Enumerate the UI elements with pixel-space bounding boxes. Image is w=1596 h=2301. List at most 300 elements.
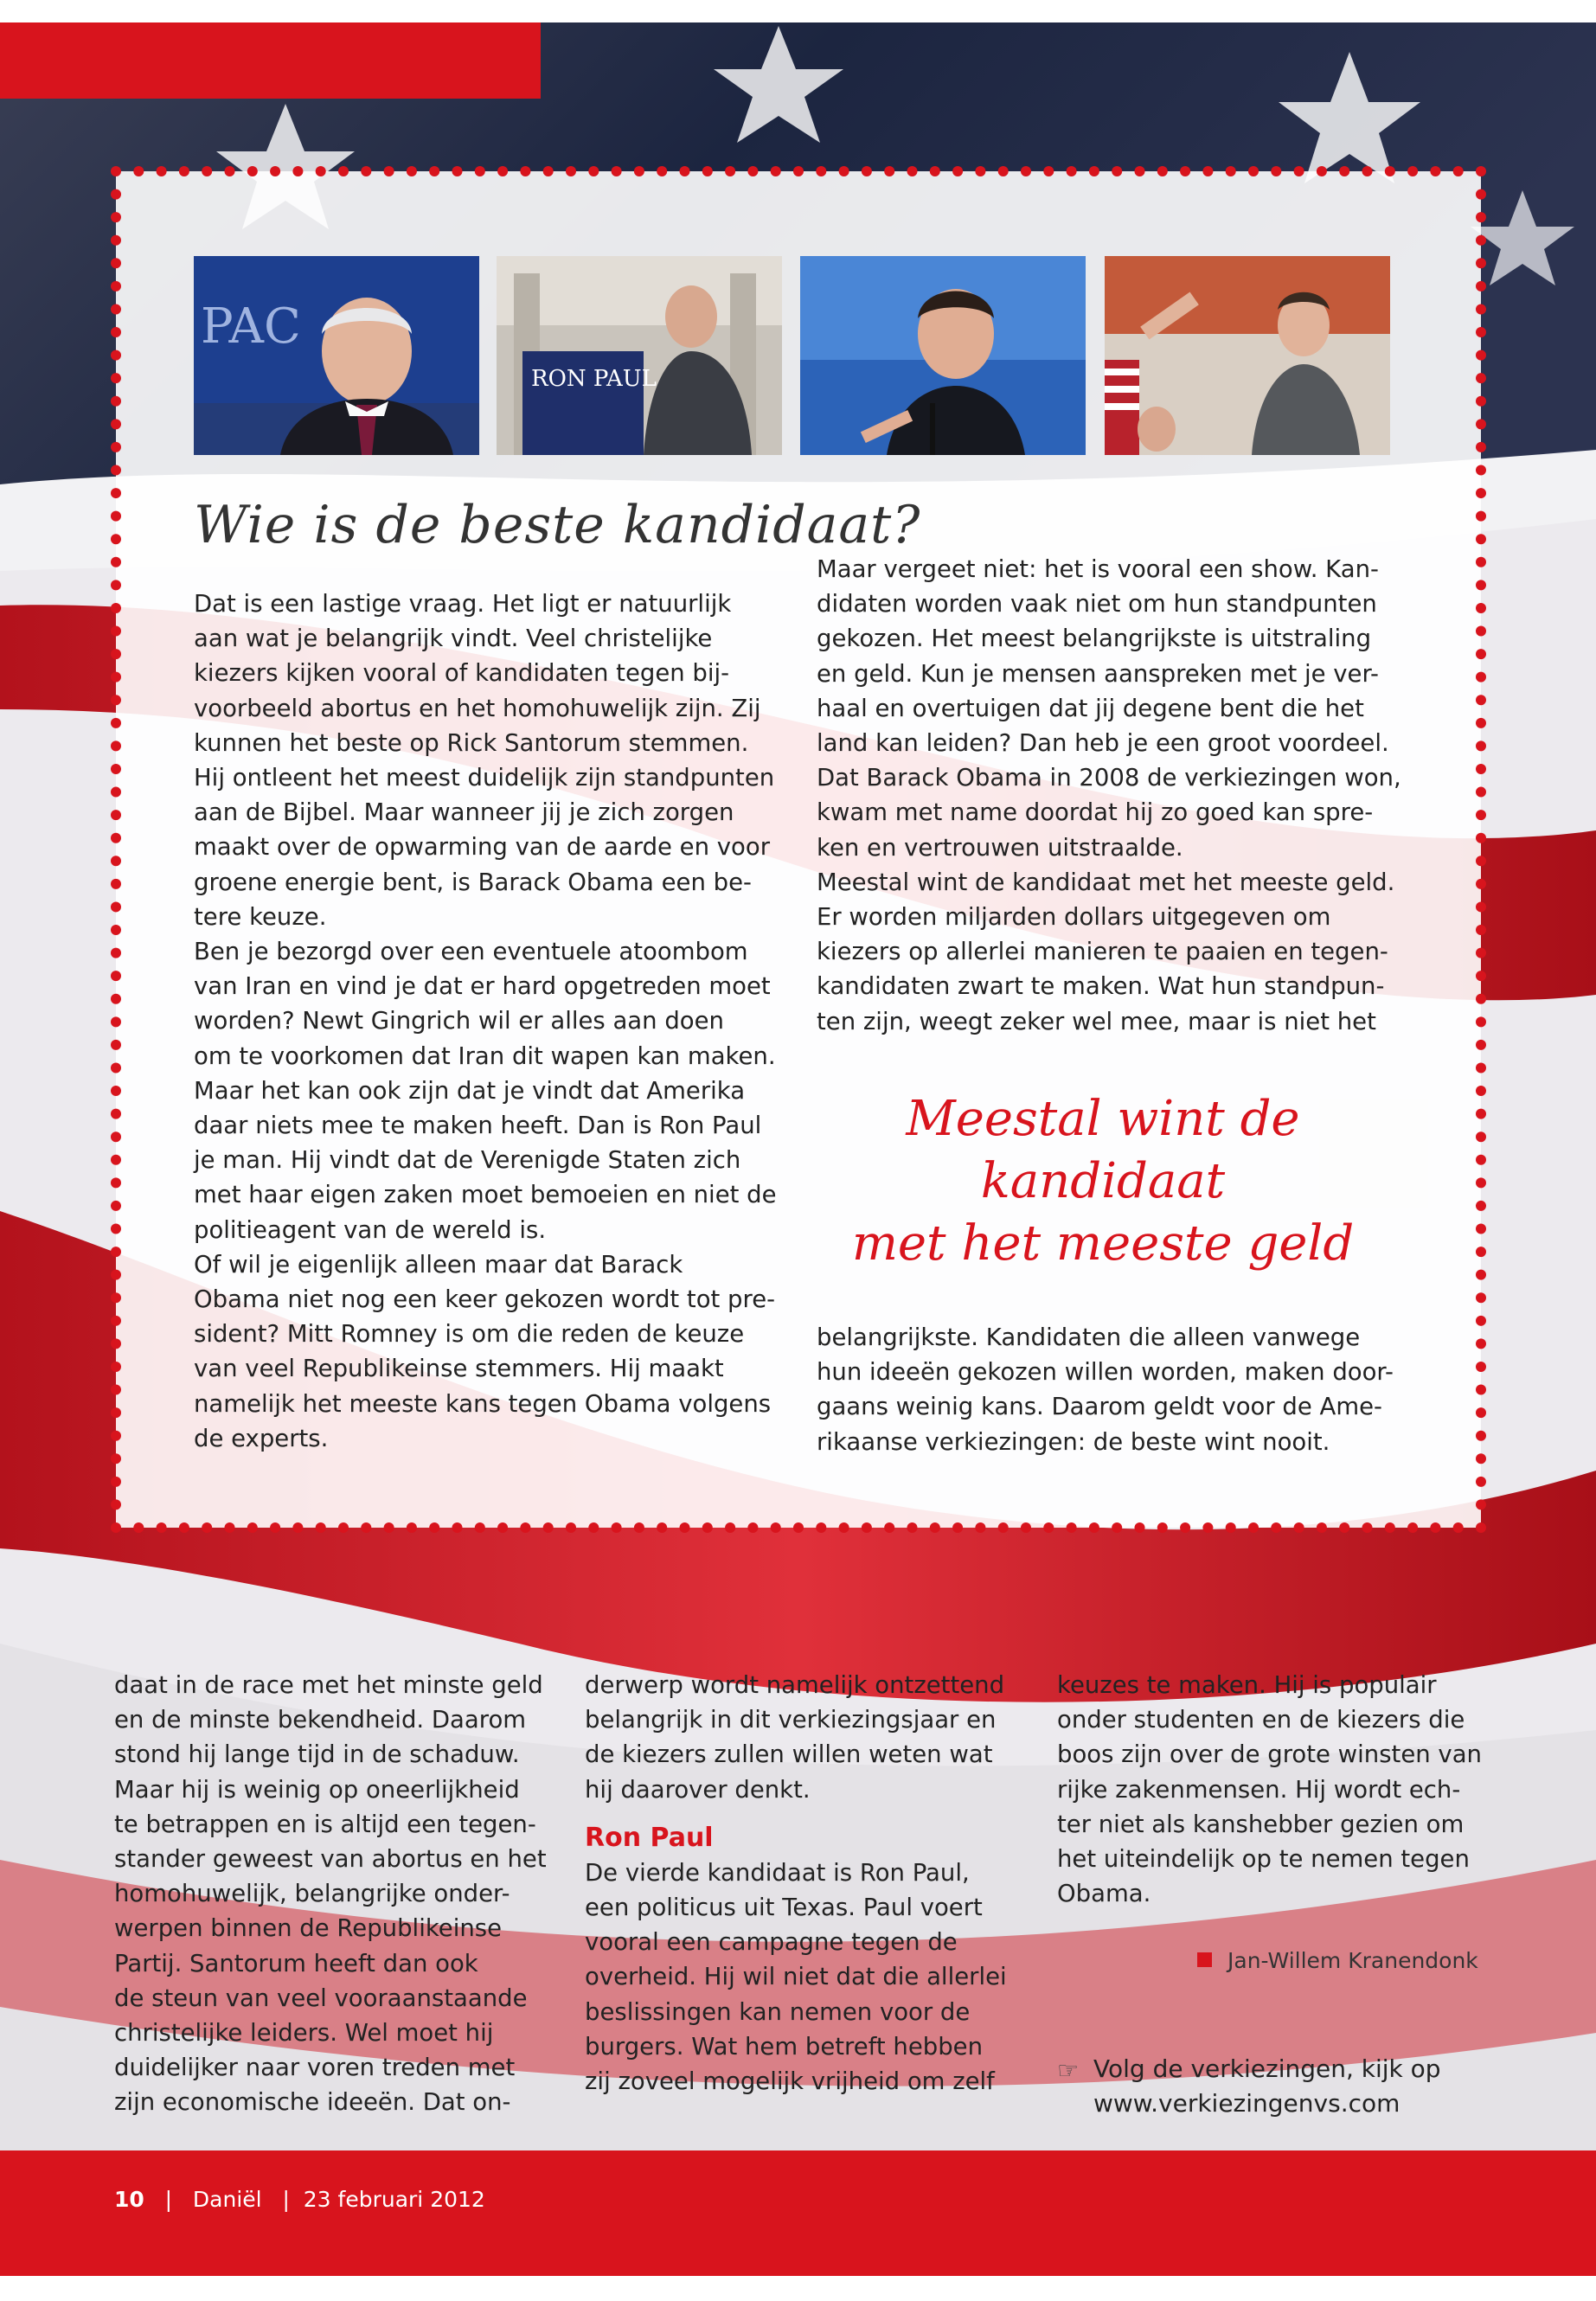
border-dot (1476, 833, 1486, 843)
border-dot (111, 971, 121, 981)
border-dot (111, 534, 121, 544)
border-dot (1476, 1062, 1486, 1073)
border-dot (1476, 925, 1486, 935)
text-line: de kiezers zullen willen weten wat (585, 1740, 993, 1769)
text-line: hun ideeën gekozen willen worden, maken door- (817, 1358, 1394, 1387)
border-dot (111, 1177, 121, 1188)
author-byline (1197, 1948, 1478, 1973)
border-dot (407, 1522, 417, 1533)
text-line: Er worden miljarden dollars uitgegeven om (817, 903, 1331, 932)
border-dot (1407, 166, 1418, 176)
border-dot (1202, 166, 1213, 176)
border-dot (1476, 1292, 1486, 1303)
bottom-margin (0, 2276, 1596, 2301)
text-line: Maar hij is weinig op oneerlijkheid (114, 1775, 520, 1804)
border-dot (111, 649, 121, 659)
border-dot (793, 1522, 804, 1533)
border-dot (816, 1522, 826, 1533)
text-line: ten zijn, weegt zeker wel mee, maar is niet het (817, 1007, 1376, 1035)
box-right-column-top (817, 552, 1422, 1039)
border-dot (543, 1522, 554, 1533)
border-dot (907, 1522, 918, 1533)
border-dot (1180, 1522, 1190, 1533)
border-dot (1476, 166, 1486, 176)
border-dot (747, 1522, 758, 1533)
border-dot (111, 603, 121, 613)
border-dot (588, 1522, 599, 1533)
text-line: duidelijker naar voren treden met (114, 2054, 516, 2082)
border-dot (1476, 1201, 1486, 1211)
border-dot (1476, 764, 1486, 774)
text-line: kandidaten zwart te maken. Wat hun standpun- (817, 972, 1385, 1001)
author-name: Jan-Willem Kranendonk (1227, 1948, 1478, 1973)
border-dot (657, 1522, 667, 1533)
border-dot (111, 1499, 121, 1509)
lower-column-3 (1057, 1668, 1507, 1911)
border-dot (111, 419, 121, 429)
border-dot (111, 1040, 121, 1050)
box-left-column (194, 586, 791, 1456)
border-dot (1112, 166, 1122, 176)
pull-quote-line: met het meeste geld (851, 1215, 1355, 1272)
border-dot (247, 166, 258, 176)
border-dot (634, 1522, 644, 1533)
border-dot (338, 166, 349, 176)
border-dot (657, 166, 667, 176)
text-line: politieagent van de wereld is. (194, 1215, 547, 1244)
border-dot (1339, 166, 1349, 176)
top-red-tab (0, 22, 541, 99)
border-dot (111, 1270, 121, 1280)
text-line: ter niet als kanshebber gezien om (1057, 1810, 1465, 1838)
border-dot (680, 166, 690, 176)
column-2-body-text (585, 1856, 1035, 2099)
border-dot (975, 166, 985, 176)
border-dot (475, 166, 485, 176)
border-dot (1180, 166, 1190, 176)
text-line: keuzes te maken. Hij is populair (1057, 1671, 1437, 1699)
border-dot (111, 488, 121, 498)
border-dot (680, 1522, 690, 1533)
border-dot (1476, 1385, 1486, 1395)
border-dot (111, 994, 121, 1004)
text-line: gekozen. Het meest belangrijkste is uitstraling (817, 625, 1372, 653)
top-margin (0, 0, 1596, 22)
border-dot (1476, 1247, 1486, 1257)
border-dot (998, 1522, 1009, 1533)
text-line: kiezers kijken vooral of kandidaten tegen bij- (194, 659, 730, 688)
border-dot (429, 166, 439, 176)
border-dot (270, 166, 280, 176)
border-dot (1476, 465, 1486, 475)
text-line: overheid. Hij wil niet dat die allerlei (585, 1963, 1007, 1991)
border-dot (1476, 1499, 1486, 1509)
border-dot (1317, 1522, 1327, 1533)
border-dot (816, 166, 826, 176)
text-line: en geld. Kun je mensen aanspreken met je ver- (817, 659, 1379, 688)
border-dot (1476, 189, 1486, 200)
border-dot (1476, 1522, 1486, 1533)
border-dot (247, 1522, 258, 1533)
border-dot (202, 166, 212, 176)
border-dot (111, 580, 121, 590)
border-dot (1476, 649, 1486, 659)
section-heading-ron-paul: Ron Paul (585, 1822, 714, 1853)
border-dot (862, 166, 872, 176)
border-dot (407, 166, 417, 176)
border-dot (111, 1016, 121, 1027)
border-dot (292, 166, 303, 176)
border-dot (452, 1522, 463, 1533)
text-line: om te voorkomen dat Iran dit wapen kan maken. (194, 1042, 776, 1070)
border-dot (1476, 948, 1486, 958)
border-dot (384, 166, 394, 176)
publication-name: Daniël (192, 2187, 262, 2212)
border-dot (111, 1155, 121, 1165)
border-dot (1476, 1040, 1486, 1050)
border-dot (1067, 166, 1077, 176)
border-dot (1476, 603, 1486, 613)
photo-bg-text: PAC (201, 298, 301, 355)
text-line: je man. Hij vindt dat de Verenigde Staten zich (194, 1146, 741, 1175)
border-dot (111, 787, 121, 798)
border-dot (566, 1522, 576, 1533)
photo-santorum (1105, 256, 1390, 455)
follow-text: Volg de verkiezingen, kijk op (1093, 2054, 1441, 2083)
red-square-bullet (1197, 1952, 1212, 1967)
border-dot (1476, 1453, 1486, 1464)
border-dot (1067, 1522, 1077, 1533)
text-line: Hij ontleent het meest duidelijk zijn standpunten (194, 764, 775, 792)
text-line: rijke zakenmensen. Hij wordt ech- (1057, 1775, 1461, 1804)
border-dot (1089, 166, 1099, 176)
column-2-top-text (585, 1668, 1035, 1807)
border-dot (292, 1522, 303, 1533)
border-dot (111, 396, 121, 407)
border-dot (1476, 511, 1486, 522)
text-line: Partij. Santorum heeft dan ook (114, 1949, 478, 1977)
border-dot (520, 166, 530, 176)
border-dot (1476, 580, 1486, 590)
border-dot (1476, 1016, 1486, 1027)
border-dot (1476, 442, 1486, 452)
border-dot (1157, 166, 1168, 176)
border-dot (1202, 1522, 1213, 1533)
border-dot (157, 166, 167, 176)
border-dot (771, 166, 781, 176)
text-line: groene energie bent, is Barack Obama een be- (194, 868, 752, 896)
border-dot (497, 166, 508, 176)
border-dot (111, 833, 121, 843)
page-footer (114, 2187, 485, 2212)
border-dot (702, 1522, 713, 1533)
border-dot (111, 1109, 121, 1119)
border-dot (1430, 1522, 1440, 1533)
border-dot (1476, 1316, 1486, 1326)
border-dot (1476, 1407, 1486, 1418)
text-line: beslissingen kan nemen voor de (585, 1997, 971, 2026)
border-dot (1476, 488, 1486, 498)
text-line: Obama. (1057, 1880, 1151, 1908)
border-dot (111, 1247, 121, 1257)
border-dot (111, 373, 121, 383)
border-dot (111, 281, 121, 292)
border-dot (111, 511, 121, 522)
text-line: voorbeeld abortus en het homohuwelijk zijn. Zij (194, 694, 761, 722)
border-dot (1339, 1522, 1349, 1533)
border-dot (475, 1522, 485, 1533)
border-dot (1476, 879, 1486, 889)
border-dot (725, 166, 735, 176)
border-dot (316, 1522, 326, 1533)
text-line: te betrappen en is altijd een tegen- (114, 1810, 536, 1838)
text-line: belangrijkste. Kandidaten die alleen vanwege (817, 1324, 1361, 1351)
text-line: Maar vergeet niet: het is vooral een show. Kan- (817, 555, 1379, 583)
border-dot (1476, 235, 1486, 246)
border-dot (1476, 1431, 1486, 1441)
border-dot (839, 166, 849, 176)
border-dot (1043, 166, 1054, 176)
border-dot (1453, 1522, 1464, 1533)
border-dot (1476, 350, 1486, 361)
text-line: vooral een campagne tegen de (585, 1928, 958, 1957)
border-dot (839, 1522, 849, 1533)
border-dot (111, 189, 121, 200)
border-dot (111, 235, 121, 246)
text-line: worden? Newt Gingrich wil er alles aan doen (194, 1007, 724, 1035)
border-dot (111, 740, 121, 751)
border-dot (384, 1522, 394, 1533)
follow-url-link[interactable]: www.verkiezingenvs.com (1093, 2089, 1401, 2118)
border-dot (1476, 1155, 1486, 1165)
border-dot (111, 350, 121, 361)
border-dot (111, 764, 121, 774)
border-dot (361, 1522, 371, 1533)
border-dot (1476, 994, 1486, 1004)
text-line: stond hij lange tijd in de schaduw. (114, 1740, 520, 1769)
border-dot (884, 1522, 894, 1533)
border-dot (1385, 166, 1395, 176)
border-dot (884, 166, 894, 176)
border-dot (1476, 1131, 1486, 1142)
text-line: ken en vertrouwen uitstraalde. (817, 833, 1183, 862)
text-line: sident? Mitt Romney is om die reden de keuze (194, 1320, 745, 1349)
border-dot (543, 166, 554, 176)
border-dot (111, 1201, 121, 1211)
footer-bar (0, 2150, 1596, 2276)
border-dot (111, 948, 121, 958)
text-line: de experts. (194, 1424, 329, 1452)
border-dot (1476, 373, 1486, 383)
border-dot (111, 901, 121, 912)
border-dot (111, 695, 121, 705)
border-dot (1476, 1477, 1486, 1487)
border-dot (111, 1338, 121, 1349)
border-dot (1476, 1270, 1486, 1280)
border-dot (612, 1522, 622, 1533)
text-line: onder studenten en de kiezers die (1057, 1706, 1465, 1734)
border-dot (1271, 166, 1281, 176)
text-line: homohuwelijk, belangrijke onder- (114, 1880, 510, 1908)
text-line: namelijk het meeste kans tegen Obama volgens (194, 1389, 772, 1418)
border-dot (930, 166, 940, 176)
border-dot (1476, 419, 1486, 429)
border-dot (1476, 281, 1486, 292)
border-dot (1476, 212, 1486, 222)
border-dot (1271, 1522, 1281, 1533)
page-number: 10 (114, 2187, 144, 2212)
border-dot (111, 442, 121, 452)
pull-quote-line: Meestal wint de (906, 1091, 1300, 1147)
border-dot (111, 879, 121, 889)
text-line: haal en overtuigen dat jij degene bent die het (817, 694, 1364, 722)
border-dot (975, 1522, 985, 1533)
text-line: Dat is een lastige vraag. Het ligt er natuurlijk (194, 590, 732, 618)
border-dot (1407, 1522, 1418, 1533)
border-dot (1476, 258, 1486, 268)
border-dot (111, 212, 121, 222)
border-dot (111, 925, 121, 935)
border-dot (111, 1292, 121, 1303)
text-line: zij zoveel mogelijk vrijheid om zelf (585, 2067, 995, 2096)
border-dot (111, 1062, 121, 1073)
border-dot (111, 1522, 121, 1533)
text-line: christelijke leiders. Wel moet hij (114, 2019, 494, 2048)
border-dot (111, 304, 121, 314)
border-dot (1043, 1522, 1054, 1533)
border-dot (793, 166, 804, 176)
border-dot (1226, 166, 1236, 176)
border-dot (771, 1522, 781, 1533)
article-title: Wie is de beste kandidaat? (194, 495, 921, 555)
border-dot (111, 1131, 121, 1142)
border-dot (588, 166, 599, 176)
border-dot (497, 1522, 508, 1533)
text-line: kiezers op allerlei manieren te paaien en tegen- (817, 938, 1388, 966)
border-dot (111, 626, 121, 637)
border-dot (111, 1385, 121, 1395)
text-line: aan wat je belangrijk vindt. Veel christelijke (194, 625, 713, 653)
border-dot (1476, 740, 1486, 751)
text-line: de steun van veel vooraanstaande (114, 1984, 528, 2012)
pull-quote (822, 1088, 1384, 1275)
text-line: Of wil je eigenlijk alleen maar dat Barack (194, 1250, 683, 1279)
border-dot (952, 1522, 963, 1533)
border-dot (316, 166, 326, 176)
border-dot (225, 166, 235, 176)
border-dot (452, 166, 463, 176)
border-dot (1135, 166, 1145, 176)
footer-separator: | (268, 2187, 297, 2212)
border-dot (133, 1522, 144, 1533)
text-line: een politicus uit Texas. Paul voert (585, 1894, 983, 1922)
text-line: van veel Republikeinse stemmers. Hij maakt (194, 1355, 724, 1383)
border-dot (747, 166, 758, 176)
border-dot (1430, 166, 1440, 176)
text-line: maakt over de opwarming van de aarde en voor (194, 833, 771, 862)
photo-sign-text: RON PAUL (531, 366, 657, 392)
border-dot (111, 1477, 121, 1487)
border-dot (612, 166, 622, 176)
border-dot (1476, 1109, 1486, 1119)
border-dot (111, 258, 121, 268)
photo-ron-paul (497, 256, 782, 455)
text-line: kwam met name doordat hij zo goed kan spre- (817, 798, 1374, 827)
text-line: Obama niet nog een keer gekozen wordt tot pre- (194, 1285, 776, 1314)
border-dot (1476, 695, 1486, 705)
border-dot (111, 810, 121, 820)
border-dot (1476, 1224, 1486, 1234)
border-dot (520, 1522, 530, 1533)
border-dot (1476, 672, 1486, 683)
pointing-hand-icon: ☞ (1057, 2056, 1080, 2085)
text-line: aan de Bijbel. Maar wanneer jij je zich zorgen (194, 798, 734, 827)
border-dot (634, 166, 644, 176)
text-line: rikaanse verkiezingen: de beste wint nooit. (817, 1427, 1330, 1456)
border-dot (1294, 1522, 1304, 1533)
border-dot (1317, 166, 1327, 176)
text-line: van Iran en vind je dat er hard opgetreden moet (194, 972, 771, 1001)
border-dot (111, 1407, 121, 1418)
border-dot (1476, 626, 1486, 637)
border-dot (111, 557, 121, 567)
text-line: burgers. Wat hem betreft hebben (585, 2032, 983, 2061)
border-dot (1021, 1522, 1031, 1533)
text-line: kunnen het beste op Rick Santorum stemmen. (194, 728, 749, 757)
border-dot (1476, 396, 1486, 407)
border-dot (202, 1522, 212, 1533)
border-dot (1362, 166, 1373, 176)
border-dot (179, 1522, 189, 1533)
text-line: Ben je bezorgd over een eventuele atoombom (194, 938, 748, 966)
text-line: hij daarover denkt. (585, 1775, 811, 1804)
border-dot (111, 1362, 121, 1372)
border-dot (111, 718, 121, 728)
border-dot (1476, 810, 1486, 820)
text-line: Dat Barack Obama in 2008 de verkiezingen won, (817, 764, 1401, 792)
border-dot (111, 672, 121, 683)
border-dot (179, 166, 189, 176)
border-dot (338, 1522, 349, 1533)
text-line: belangrijk in dit verkiezingsjaar en (585, 1706, 997, 1734)
text-line: tere keuze. (194, 902, 327, 931)
border-dot (429, 1522, 439, 1533)
border-dot (361, 166, 371, 176)
border-dot (1476, 1362, 1486, 1372)
pull-quote-line: kandidaat (980, 1153, 1226, 1209)
border-dot (862, 1522, 872, 1533)
border-dot (111, 856, 121, 866)
border-dot (1294, 166, 1304, 176)
border-dot (133, 166, 144, 176)
border-dot (725, 1522, 735, 1533)
text-line: Meestal wint de kandidaat met het meeste geld. (817, 868, 1395, 896)
border-dot (1453, 166, 1464, 176)
border-dot (566, 166, 576, 176)
photo-gingrich (194, 256, 479, 455)
border-dot (998, 166, 1009, 176)
border-dot (702, 166, 713, 176)
box-right-column-bottom (817, 1320, 1422, 1459)
border-dot (1476, 1177, 1486, 1188)
border-dot (1112, 1522, 1122, 1533)
text-line: land kan leiden? Dan heb je een groot voordeel. (817, 729, 1389, 758)
border-dot (1021, 166, 1031, 176)
border-dot (1476, 971, 1486, 981)
border-dot (1476, 1086, 1486, 1096)
text-line: met haar eigen zaken moet bemoeien en niet de (194, 1181, 777, 1209)
border-dot (1476, 327, 1486, 337)
